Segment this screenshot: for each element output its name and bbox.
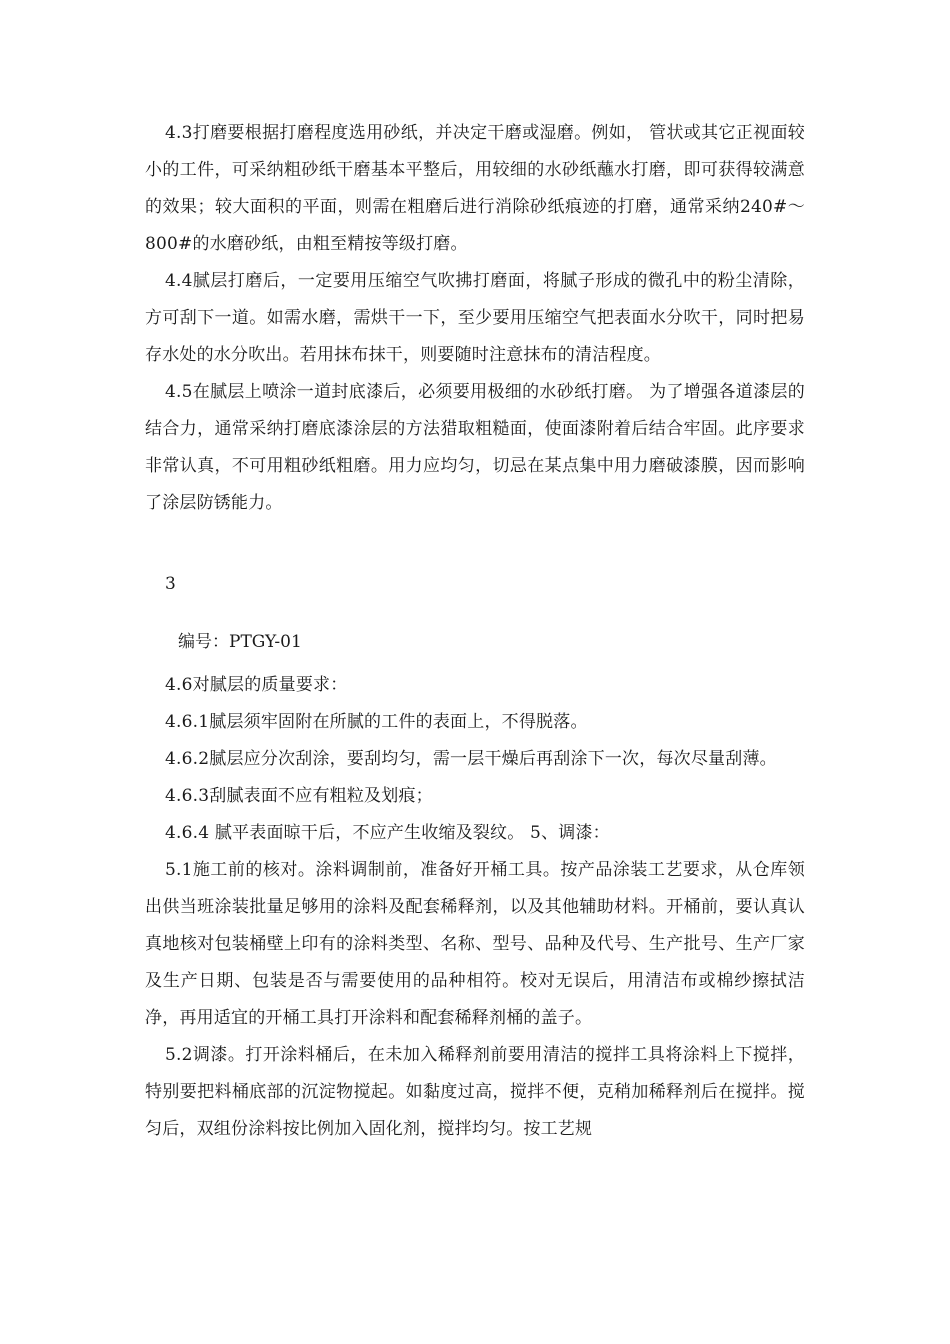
paragraph-5-1: 5.1施工前的核对。涂料调制前，准备好开桶工具。按产品涂装工艺要求，从仓库领出供当班涂装批量足够用的涂料及配套稀释剂，以及其他辅助材料。开桶前，要认真认真地核对包装桶壁上印有的涂料类型、名称、型号、品种及代号、生产批号、生产厂家及生产日期、包装是否与需要使用的品种相符。校对无误后，用清洁布或棉纱擦拭洁净，再用适宜的开桶工具打开涂料和配套稀释剂桶的盖子。 [145,860,805,1028]
paragraph-4-6: 4.6对腻层的质量要求： [165,675,348,695]
paragraph-4-5: 4.5在腻层上喷涂一道封底漆后，必须要用极细的水砂纸打磨。 为了增强各道漆层的结合力，通常采纳打磨底漆涂层的方法猎取粗糙面，使面漆附着后结合牢固。此序要求非常认真，不可用粗砂纸粗磨。用力应均匀，切忌在某点集中用力磨破漆膜，因而影响了涂层防锈能力。 [145,382,805,513]
paragraph-4-4: 4.4腻层打磨后，一定要用压缩空气吹拂打磨面，将腻子形成的微孔中的粉尘清除，方可刮下一道。如需水磨，需烘干一下，至少要用压缩空气把表面水分吹干，同时把易存水处的水分吹出。若用抹布抹干，则要随时注意抹布的清洁程度。 [145,271,805,365]
bottom-text-block [145,667,805,1148]
document-code: 编号：PTGY-01 [178,632,302,652]
paragraph-4-6-4: 4.6.4 腻平表面晾干后，不应产生收缩及裂纹。 5、调漆： [165,823,610,843]
paragraph-4-3: 4.3打磨要根据打磨程度选用砂纸，并决定干磨或湿磨。例如， 管状或其它正视面较小的工件，可采纳粗砂纸干磨基本平整后，用较细的水砂纸蘸水打磨，即可获得较满意的效果；较大面积的平面，则需在粗磨后进行消除砂纸痕迹的打磨，通常采纳240#～800#的水磨砂纸，由粗至精按等级打磨。 [145,123,805,254]
paragraph-4-6-3: 4.6.3刮腻表面不应有粗粒及划痕； [165,786,433,806]
top-text-block [145,115,805,522]
paragraph-5-2: 5.2调漆。打开涂料桶后，在未加入稀释剂前要用清洁的搅拌工具将涂料上下搅拌，特别要把料桶底部的沉淀物搅起。如黏度过高，搅拌不便，克稍加稀释剂后在搅拌。搅匀后，双组份涂料按比例加入固化剂，搅拌均匀。按工艺规 [145,1045,805,1139]
paragraph-4-6-2: 4.6.2腻层应分次刮涂，要刮均匀，需一层干燥后再刮涂下一次，每次尽量刮薄。 [165,749,777,769]
paragraph-4-6-1: 4.6.1腻层须牢固附在所腻的工件的表面上，不得脱落。 [165,712,588,732]
page-number: 3 [165,574,176,594]
